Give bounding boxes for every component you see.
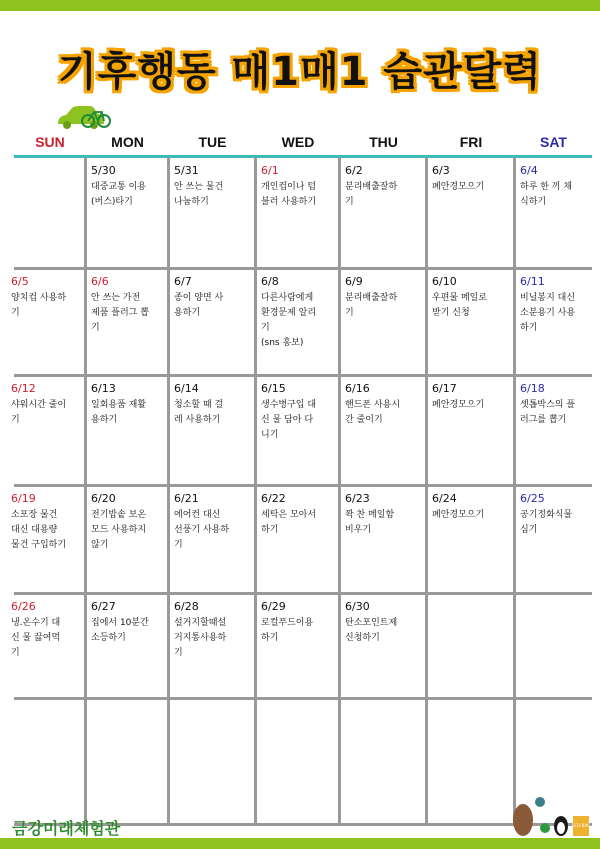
bottom-green-bar: [0, 838, 600, 849]
calendar-day-cell: [256, 270, 338, 374]
calendar-day-cell: [515, 377, 590, 484]
day-activity: 일회용품 재활 용하기: [91, 400, 147, 425]
calendar-day-cell: [6, 377, 84, 484]
car-bicycle-icon: [56, 104, 112, 130]
day-date: 6/7: [174, 275, 192, 288]
day-date: 5/31: [174, 164, 199, 177]
day-activity: 전기밥솥 보온 모드 사용하지 않기: [91, 510, 147, 550]
calendar-day-cell: [256, 377, 338, 484]
day-activity: 설거지할때설 거지통사용하 기: [174, 618, 227, 658]
day-date: 6/4: [520, 164, 538, 177]
day-date: 6/26: [11, 600, 36, 613]
calendar-day-cell: [427, 595, 513, 697]
day-date: 6/22: [261, 492, 286, 505]
day-activity: 폐안경모으기: [432, 400, 485, 410]
day-date: 6/28: [174, 600, 199, 613]
day-activity: 샤워시간 줄이 기: [11, 400, 67, 425]
day-activity: 공기정화식물 심기: [520, 510, 573, 535]
calendar-day-cell: [169, 487, 254, 592]
calendar-day-cell: [6, 270, 84, 374]
mascot-illustration: [505, 790, 595, 838]
calendar-day-cell: [427, 377, 513, 484]
day-date: 6/23: [345, 492, 370, 505]
day-date: 6/18: [520, 382, 545, 395]
day-activity: 우편물 메일로 받기 신청: [432, 293, 488, 318]
day-header-fri: FRI: [459, 134, 483, 150]
day-date: 6/15: [261, 382, 286, 395]
calendar-day-cell: [515, 487, 590, 592]
day-date: 6/29: [261, 600, 286, 613]
calendar-day-cell: [86, 595, 167, 697]
day-activity: 핸드폰 사용시 간 줄이기: [345, 400, 401, 425]
calendar-day-cell: [86, 377, 167, 484]
day-date: 6/30: [345, 600, 370, 613]
day-date: 6/14: [174, 382, 199, 395]
page-title: 기후행동 매1매1 습관달력: [58, 49, 542, 95]
day-activity: 셋톱박스의 플 러그를 뽑기: [520, 400, 576, 425]
calendar-day-cell: [6, 595, 84, 697]
calendar-day-cell: [169, 159, 254, 267]
calendar-day-cell: [169, 270, 254, 374]
day-date: 6/17: [432, 382, 457, 395]
calendar-day-cell: [6, 700, 84, 823]
day-date: 6/10: [432, 275, 457, 288]
day-activity: 에어컨 대신 선풍기 사용하 기: [174, 510, 230, 550]
day-date: 6/8: [261, 275, 279, 288]
day-activity: 냉.온수기 대 신 물 끓여먹 기: [11, 618, 61, 658]
calendar-day-cell: [340, 270, 425, 374]
day-date: 6/5: [11, 275, 29, 288]
day-activity: 로컬푸드이용 하기: [261, 618, 314, 643]
day-activity: 안 쓰는 물건 나눔하기: [174, 182, 224, 207]
day-date: 6/11: [520, 275, 545, 288]
day-activity: 세탁은 모아서 하기: [261, 510, 317, 535]
day-date: 6/21: [174, 492, 199, 505]
day-date: 6/19: [11, 492, 36, 505]
calendar-day-cell: [256, 595, 338, 697]
calendar-day-cell: [340, 377, 425, 484]
calendar-day-cell: [86, 700, 167, 823]
calendar-day-cell: [340, 700, 425, 823]
calendar-day-cell: [256, 487, 338, 592]
day-activity: 안 쓰는 가전 제품 플러그 뽑 기: [91, 293, 149, 333]
day-activity: 다른사람에게 환경문제 알리 기 (sns 홍보): [261, 293, 317, 348]
day-activity: 생수병구입 대 신 물 담아 다 니기: [261, 400, 317, 440]
day-activity: 탄소포인트제 신청하기: [345, 618, 398, 643]
calendar-day-cell: [515, 270, 590, 374]
calendar-day-cell: [169, 377, 254, 484]
day-date: 6/25: [520, 492, 545, 505]
day-activity: 종이 양면 사 용하기: [174, 293, 224, 318]
top-green-bar: [0, 0, 600, 11]
day-header-sat: SAT: [540, 134, 567, 150]
calendar-day-cell: [340, 595, 425, 697]
day-date: 5/30: [91, 164, 116, 177]
day-activity: 청소할 때 걸 레 사용하기: [174, 400, 224, 425]
day-header-mon: MON: [111, 134, 144, 150]
calendar-day-cell: [86, 270, 167, 374]
day-date: 6/1: [261, 164, 279, 177]
calendar-day-cell: [86, 487, 167, 592]
calendar-day-cell: [340, 487, 425, 592]
day-date: 6/20: [91, 492, 116, 505]
day-header-wed: WED: [281, 134, 315, 150]
calendar-day-cell: [427, 487, 513, 592]
day-date: 6/3: [432, 164, 450, 177]
calendar-day-cell: [515, 159, 590, 267]
day-header-thu: THU: [369, 134, 398, 150]
day-activity: 분리배출잘하 기: [345, 293, 398, 318]
eco-bag-label: ECO BAG: [571, 823, 591, 828]
calendar-day-cell: [169, 595, 254, 697]
day-date: 6/12: [11, 382, 36, 395]
day-activity: 폐안경모으기: [432, 182, 485, 192]
calendar-day-cell: [256, 700, 338, 823]
day-activity: 꽉 찬 메일함 비우기: [345, 510, 395, 535]
day-date: 6/13: [91, 382, 116, 395]
calendar-day-cell: [169, 700, 254, 823]
day-activity: 폐안경모으기: [432, 510, 485, 520]
calendar-day-cell: [6, 487, 84, 592]
day-header-sun: SUN: [35, 134, 65, 150]
calendar-day-cell: [427, 270, 513, 374]
day-activity: 양치컵 사용하 기: [11, 293, 67, 318]
organization-name: 금강미래체험관: [12, 819, 121, 838]
day-activity: 대중교통 이용 (버스)타기: [91, 182, 147, 207]
day-activity: 하루 한 끼 채 식하기: [520, 182, 573, 207]
day-date: 6/2: [345, 164, 363, 177]
day-activity: 비닐봉지 대신 소분용기 사용 하기: [520, 293, 576, 333]
calendar-day-cell: [427, 700, 513, 823]
calendar-day-cell: [6, 159, 84, 267]
day-date: 6/16: [345, 382, 370, 395]
calendar-day-cell: [340, 159, 425, 267]
header-divider: [14, 155, 592, 158]
day-header-tue: TUE: [198, 134, 227, 150]
day-activity: 분리배출잘하 기: [345, 182, 398, 207]
calendar-day-cell: [427, 159, 513, 267]
day-date: 6/6: [91, 275, 109, 288]
day-date: 6/24: [432, 492, 457, 505]
calendar-day-cell: [86, 159, 167, 267]
day-activity: 집에서 10분간 소등하기: [91, 618, 149, 643]
calendar-day-cell: [256, 159, 338, 267]
day-activity: 개인컵이나 텀 블러 사용하기: [261, 182, 317, 207]
day-date: 6/9: [345, 275, 363, 288]
calendar-day-cell: [515, 595, 590, 697]
day-activity: 소포장 물건 대신 대용량 물건 구입하기: [11, 510, 67, 550]
day-date: 6/27: [91, 600, 116, 613]
